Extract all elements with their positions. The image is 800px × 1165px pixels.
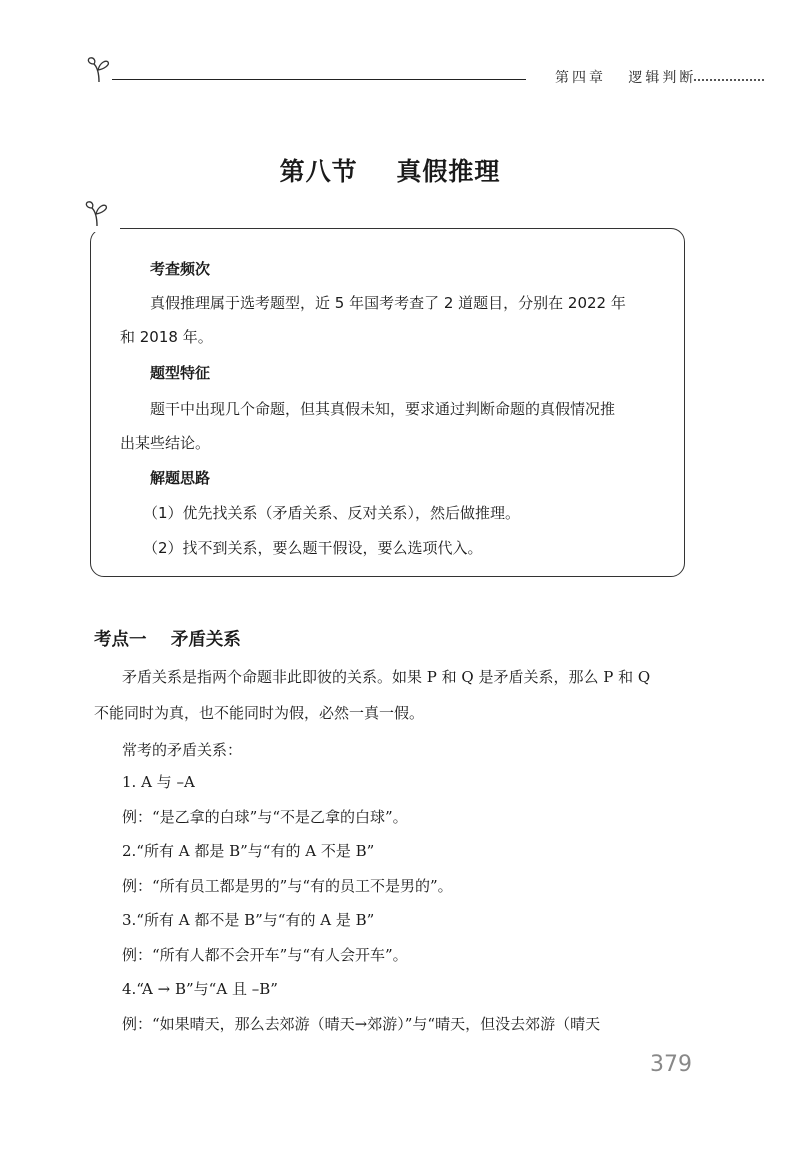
header-dotted-rule bbox=[694, 79, 764, 81]
type-line-2: 出某些结论。 bbox=[120, 434, 211, 452]
rule-2: 2.“所有 A 都是 B”与“有的 A 不是 B” bbox=[122, 842, 375, 860]
approach-item-2: （2）找不到关系，要么题干假设，要么选项代入。 bbox=[143, 539, 483, 557]
example-2: 例：“所有员工都是男的”与“有的员工不是男的”。 bbox=[122, 877, 453, 895]
section-title: 第八节 真假推理 bbox=[279, 157, 501, 186]
approach-heading: 解题思路 bbox=[150, 469, 211, 487]
list-label: 常考的矛盾关系： bbox=[122, 741, 243, 759]
example-1: 例：“是乙拿的白球”与“不是乙拿的白球”。 bbox=[122, 808, 408, 826]
rule-3: 3.“所有 A 都不是 B”与“有的 A 是 B” bbox=[122, 911, 375, 929]
approach-item-1: （1）优先找关系（矛盾关系、反对关系），然后做推理。 bbox=[143, 504, 521, 522]
rule-1: 1. A 与 –A bbox=[122, 773, 195, 791]
rule-4: 4.“A → B”与“A 且 –B” bbox=[122, 980, 278, 998]
kaodian-heading: 考点一 矛盾关系 bbox=[94, 630, 241, 650]
freq-line-2: 和 2018 年。 bbox=[120, 328, 213, 346]
intro-line-1: 矛盾关系是指两个命题非此即彼的关系。如果 P 和 Q 是矛盾关系，那么 P 和 Q bbox=[122, 668, 651, 686]
example-4: 例：“如果晴天，那么去郊游（晴天→郊游）”与“晴天，但没去郊游（晴天 bbox=[122, 1015, 601, 1033]
header-rule bbox=[112, 79, 526, 80]
freq-line-1: 真假推理属于选考题型，近 5 年国考考查了 2 道题目，分别在 2022 年 bbox=[150, 294, 626, 312]
example-3: 例：“所有人都不会开车”与“有人会开车”。 bbox=[122, 946, 408, 964]
sprout-icon-box bbox=[84, 200, 114, 228]
intro-line-2: 不能同时为真，也不能同时为假，必然一真一假。 bbox=[94, 704, 425, 722]
page-number: 379 bbox=[650, 1052, 692, 1077]
chapter-header: 第四章 逻辑判断 bbox=[555, 70, 697, 86]
freq-heading: 考查频次 bbox=[150, 260, 211, 278]
type-heading: 题型特征 bbox=[150, 364, 211, 382]
type-line-1: 题干中出现几个命题，但其真假未知，要求通过判断命题的真假情况推 bbox=[150, 400, 616, 418]
